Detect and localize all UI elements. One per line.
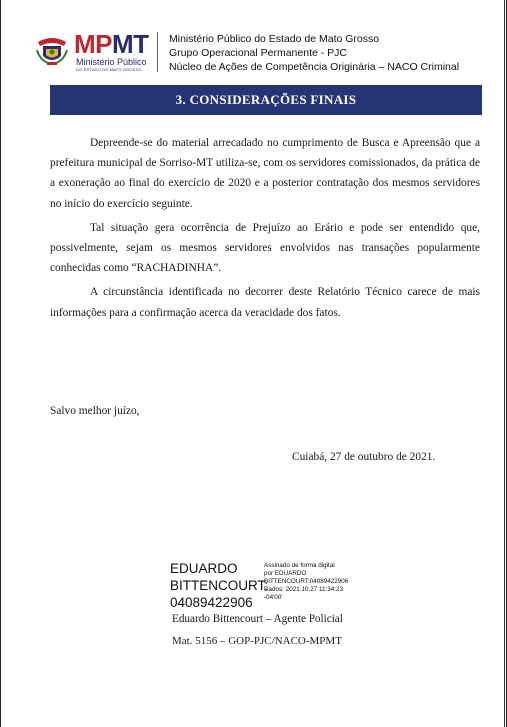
paragraph: A circunstância identificada no decorrer deste Relatório Técnico carece de mais informações para a confirmação acerca da veracidade dos fatos.	[50, 286, 480, 319]
header-institution-lines	[169, 32, 459, 74]
paragraph: Tal situação gera ocorrência de Prejuízo ao Erário e pode ser entendido que, possivelmente, sejam os mesmos servidores envolvidos nas transações popularmente conhecidas como “RACHADINHA”.	[50, 221, 480, 275]
logo-subtitle-small: DO ESTADO DE MATO GROSSO	[76, 67, 142, 72]
header-divider	[157, 32, 158, 72]
letterhead	[30, 26, 480, 76]
header-line: Grupo Operacional Permanente - PJC	[169, 47, 348, 59]
header-line: Ministério Público do Estado de Mato Grosso	[169, 33, 380, 45]
paragraph: Depreende-se do material arrecadado no cumprimento de Busca e Apreensão que a prefeitura municipal de Sorriso-MT utiliza-se, com os servidores comissionados, da prática de a exoneração ao final do exercício de 2020 e a posterior contratação dos mesmos servidores no início do exercício seguinte.	[50, 137, 480, 210]
section-title: 3. CONSIDERAÇÕES FINAIS	[50, 85, 482, 115]
header-line: Núcleo de Ações de Competência Originária – NACO Criminal	[169, 61, 460, 73]
page-edge-line	[504, 0, 505, 727]
coat-of-arms-icon	[34, 32, 70, 68]
place-date: Cuiabá, 27 de outubro de 2021.	[292, 451, 436, 463]
signer-registration: Mat. 5156 – GOP-PJC/NACO-MPMT	[172, 635, 342, 647]
mpmt-logo: MPMT	[74, 29, 149, 59]
signer-role: Eduardo Bittencourt – Agente Policial	[172, 613, 343, 625]
body-text	[50, 133, 480, 323]
digital-signature-name: EDUARDO BITTENCOURT: 04089422906	[170, 561, 269, 610]
logo-subtitle: Ministério Público	[76, 57, 147, 67]
closing-remark: Salvo melhor juízo,	[50, 405, 140, 417]
digital-signature-details: Assinado de forma digital por EDUARDO BITTENCOURT:04089422906 Dados: 2021.10.27 11:34:23 -04'00'	[264, 562, 349, 601]
